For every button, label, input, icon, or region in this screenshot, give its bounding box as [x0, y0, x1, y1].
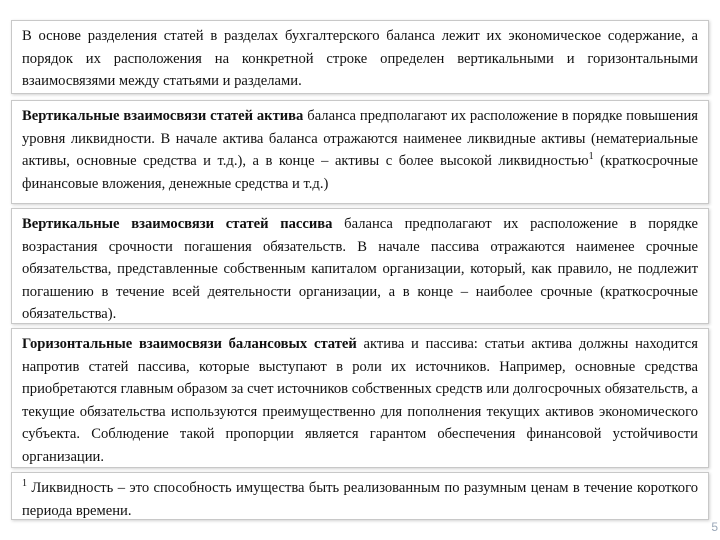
footnote-mark: 1: [22, 478, 27, 490]
assets-paragraph: [22, 105, 698, 195]
page-number: 5: [711, 520, 718, 534]
footnote-text: Ликвидность – это способность имущества быть реализованным по разумным ценам в течение короткого периода времени.: [22, 480, 698, 519]
assets-text: баланса предполагают их расположение в порядке повышения уровня ликвидности. В начале актива баланса отражаются наименее ликвидные активы (нематериальные активы, основные средства и т.д.), а в конце – активы с более высокой ликвидностью: [22, 108, 698, 169]
liabilities-lead: Вертикальные взаимосвязи статей пассива: [22, 216, 333, 232]
horizontal-text: актива и пассива: статьи актива должны находится напротив статей пассива, которые выступают в роли их источников. Например, основные средства приобретаются главным образом за счет источников собственных средств или долгосрочных обязательств, а текущие обязательства используются преимущественно для пополнения текущих активов экономического субъекта. Соблюдение такой пропорции является гарантом обеспечения финансовой устойчивости организации.: [22, 336, 698, 465]
assets-lead: Вертикальные взаимосвязи статей актива: [22, 108, 304, 124]
intro-paragraph: [22, 25, 698, 93]
intro-paragraph-box: [11, 20, 709, 94]
horizontal-paragraph: [22, 333, 698, 468]
intro-text: В основе разделения статей в разделах бухгалтерского баланса лежит их экономическое содержание, а порядок их расположения на конкретной строке определен вертикальными и горизонтальными взаимосвязями между статьями и разделами.: [22, 28, 698, 89]
liabilities-paragraph-box: [11, 208, 709, 324]
horizontal-paragraph-box: [11, 328, 709, 468]
footnote-box: [11, 472, 709, 520]
assets-paragraph-box: [11, 100, 709, 204]
liabilities-paragraph: [22, 213, 698, 326]
horizontal-lead: Горизонтальные взаимосвязи балансовых статей: [22, 336, 357, 352]
assets-text-after: (краткосрочные финансовые вложения, денежные средства и т.д.): [22, 153, 698, 192]
footnote-paragraph: [22, 477, 698, 522]
footnote-reference: 1: [588, 151, 594, 163]
liabilities-text: баланса предполагают их расположение в порядке возрастания срочности погашения обязательств. В начале пассива отражаются наименее срочные обязательства, представленные собственным капиталом организации, который, как правило, не подлежит погашению в течение всей деятельности организации, а в конце – наиболее срочные (краткосрочные обязательства).: [22, 216, 698, 322]
